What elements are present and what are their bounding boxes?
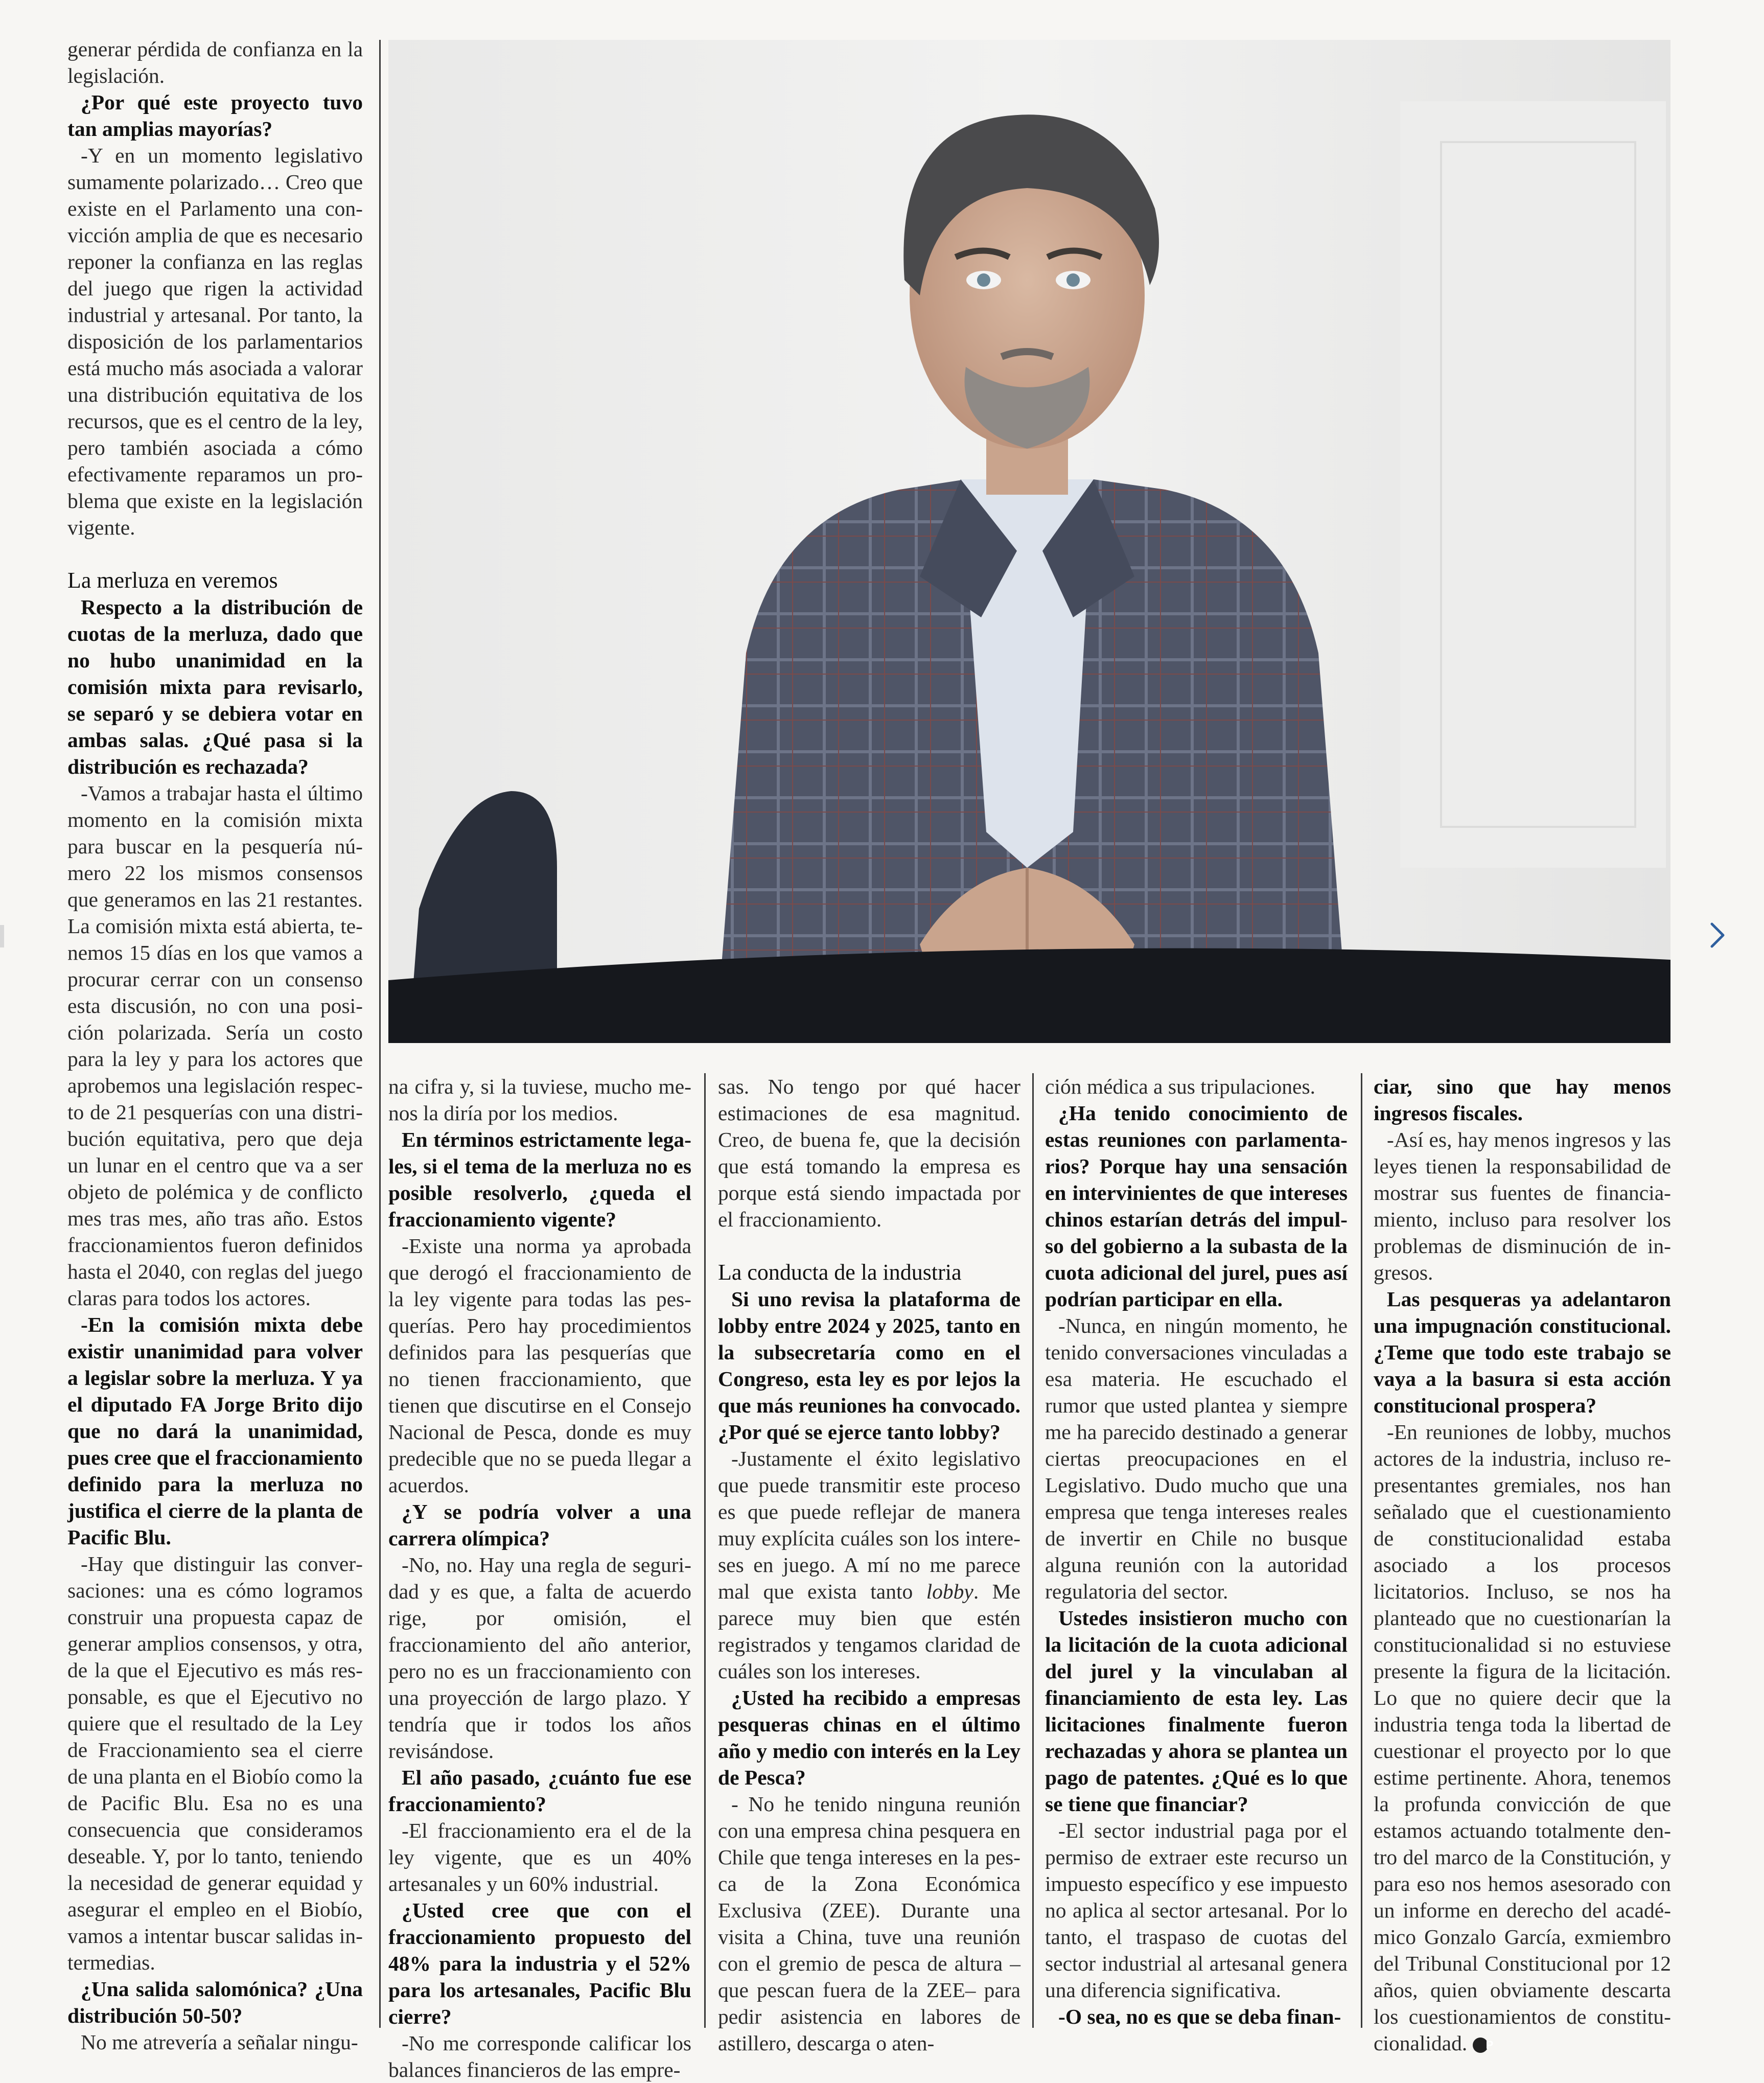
answer-part: . Me parece muy bien que estén registrados y tengamos claridad de cuáles son los intereses. — [718, 1580, 1020, 1683]
answer-text: -En reuniones de lobby, muchos actores de la industria, incluso representantes gremiales, nos han señalado que el cuestionamiento de constitucionalidad estaba asociado a los procesos licitatorios. Incluso, se nos ha planteado que no cuestionarían la constitucionalidad si no estuviese presente la figura de la licitación. Lo que no quiere decir que la industria tenga toda la libertad de cuestionar el proyecto por lo que estime pertinente. Ahora, tenemos la profunda convicción de que estamos actuando totalmente dentro del marco de la Constitución, y para eso nos hemos asesorado con un informe en derecho del académico Gonzalo García, exmiembro del Tribunal Constitucional por 12 años, quien obviamente descarta los cuestionamientos de constitucionalidad. — [1374, 1420, 1671, 2055]
column-4 — [1045, 1073, 1348, 2039]
answer: -Existe una norma ya aprobada que derogó el fraccionamiento de la ley vigente para todas las pesquerías. Pero hay procedimientos definidos para las pesquerías que no tienen fraccionamiento, que tienen que discutirse en el Consejo Nacional de Pesca, donde es muy predecible que no se pueda llegar a acuerdos. — [388, 1234, 691, 1497]
prev-page-edge[interactable] — [0, 925, 4, 947]
answer: -Y en un momento legislativo sumamente polarizado… Creo que existe en el Parlamento una convicción amplia de que es necesario reponer la confianza en las reglas del juego que rigen la actividad industrial y artesanal. Por tanto, la disposición de los parlamentarios está mucho más asociada a valorar una distribución equitativa de los recursos, que es el centro de la ley, pero también asociada a cómo efectivamente reparamos un problema que existe en la legislación vigente. — [67, 144, 363, 539]
section-heading: La conducta de la industria — [718, 1260, 962, 1285]
paragraph: sas. No tengo por qué hacer estimaciones de esa magnitud. Creo, de buena fe, que la decisión que está tomando la empresa es porque está siendo impactada por el fraccionamiento. — [718, 1075, 1020, 1231]
question: ¿Una salida salomónica? ¿Una distribución 50-50? — [67, 1977, 363, 2027]
question: Las pesqueras ya adelantaron una impugnación constitucional. ¿Teme que todo este trabajo se vaya a la basura si esta acción constitucional prospera? — [1374, 1287, 1671, 1417]
answer: -No, no. Hay una regla de seguridad y es que, a falta de acuerdo rige, por omisión, el fraccionamiento del año anterior, pero no es un fraccionamiento con una proyección de largo plazo. Y tendría que ir todos los años revisándose. — [388, 1553, 691, 1763]
question: Si uno revisa la plataforma de lobby entre 2024 y 2025, tanto en la subsecretaría como en el Congreso, esta ley es por lejos la que más reuniones ha convocado. ¿Por qué se ejerce tanto lobby? — [718, 1287, 1020, 1444]
answer — [718, 1445, 1020, 1684]
answer: -Hay que distinguir las conversaciones: una es cómo logramos construir una propuesta capaz de generar amplios consensos, y otra, de la que el Ejecutivo es más responsable, es que el Ejecutivo no quiere que el resultado de la Ley de Fraccionamiento sea el cierre de una planta en el Biobío como la de Pacific Blu. Esa no es una consecuencia que consideramos deseable. Y, por lo tanto, teniendo la necesidad de generar equidad y asegurar el empleo en el Biobío, vamos a intentar buscar salidas intermedias. — [67, 1552, 363, 1974]
column-3 — [718, 1073, 1020, 2055]
answer — [1374, 1419, 1671, 2056]
chevron-right-icon — [1708, 921, 1728, 950]
column-rule — [379, 40, 381, 2028]
column-5 — [1374, 1073, 1671, 2055]
column-2 — [388, 1073, 691, 2081]
answer: No me atrevería a señalar ningu- — [81, 2030, 358, 2054]
italic-word: lobby — [926, 1580, 973, 1603]
answer: -Así es, hay menos ingresos y las leyes tienen la responsabilidad de mostrar sus fuentes de financiamiento, incluso para resolver los problemas de disminución de ingresos. — [1374, 1128, 1671, 1284]
column-rule — [704, 1073, 706, 2028]
question: Respecto a la distribución de cuotas de la merluza, dado que no hubo unanimidad en la comisión mixta para revisarlo, se separó y se debiera votar en ambas salas. ¿Qué pasa si la distribución es rechazada? — [67, 595, 363, 778]
column-rule — [1032, 1073, 1034, 2028]
question: En términos estrictamente legales, si el tema de la merluza no es posible resolverlo, ¿queda el fraccionamiento vigente? — [388, 1128, 691, 1231]
answer-part: -Justamente el éxito legislativo que puede transmitir este proceso es que puede reflejar de manera muy explícita cuáles son los intereses en juego. A mí no me parece mal que exista tanto — [718, 1447, 1020, 1603]
question: ¿Y se podría volver a una carrera olímpica? — [388, 1500, 691, 1550]
question: ¿Por qué este proyecto tuvo tan amplias mayorías? — [67, 90, 363, 141]
question: -O sea, no es que se deba finan- — [1058, 2005, 1341, 2028]
question: Ustedes insistieron mucho con la licitación de la cuota adicional del jurel y la vinculaban al financiamiento de esta ley. Las licitaciones finalmente fueron rechazadas y ahora se plantea un pago de patentes. ¿Qué es lo que se tiene que financiar? — [1045, 1606, 1348, 1816]
question: El año pasado, ¿cuánto fue ese fraccionamiento? — [388, 1766, 691, 1816]
answer: -No me corresponde calificar los balances financieros de las empre- — [388, 2031, 691, 2081]
portrait-photo — [388, 40, 1670, 1043]
question: ¿Usted cree que con el fraccionamiento propuesto del 48% para la industria y el 52% para los artesanales, Pacific Blu cierre? — [388, 1899, 691, 2028]
answer: - No he tenido ninguna reunión con una empresa china pesquera en Chile que tenga intereses en la pesca de la Zona Económica Exclusiva (ZEE). Durante una visita a China, tuve una reunión con el gremio de pesca de altura –que pescan fuera de la ZEE– para pedir asistencia en labores de astillero, descarga o aten- — [718, 1792, 1020, 2055]
section-heading: La merluza en veremos — [67, 568, 278, 593]
answer: -Nunca, en ningún momento, he tenido conversaciones vinculadas a esa materia. He escuchado el rumor que usted plantea y siempre me ha parecido destinado a generar ciertas preocupaciones en el Legislativo. Dudo mucho que una empresa que tenga intereses reales de invertir en Chile no busque alguna reunión con la autoridad regulatoria del sector. — [1045, 1314, 1348, 1603]
question: ¿Usted ha recibido a empresas pesqueras chinas en el último año y medio con interés en la Ley de Pesca? — [718, 1686, 1020, 1789]
column-rule — [1361, 1073, 1362, 2028]
portrait-illustration — [388, 40, 1670, 1043]
paragraph: ción médica a sus tripulaciones. — [1045, 1075, 1315, 1098]
paragraph: generar pérdida de confianza en la legislación. — [67, 37, 363, 87]
answer: -El sector industrial paga por el permiso de extraer este recurso un impuesto específico y ese impuesto no aplica al sector artesanal. Por lo tanto, el traspaso de cuotas del sector industrial al artesanal genera una diferencia significativa. — [1045, 1819, 1348, 2002]
next-page-button[interactable] — [1703, 920, 1733, 951]
column-1 — [67, 36, 363, 2054]
question: ¿Ha tenido conocimiento de estas reuniones con parlamentarios? Porque hay una sensación en intervinientes de que intereses chinos estarían detrás del impulso del gobierno a la subasta de la cuota adicional del jurel, pues así podrían participar en ella. — [1045, 1101, 1348, 1311]
paragraph: na cifra y, si la tuviese, mucho menos la diría por los medios. — [388, 1075, 691, 1125]
question: -En la comisión mixta debe existir unanimidad para volver a legislar sobre la merluza. Y ya el diputado FA Jorge Brito dijo que no dará la unanimidad, pues cree que el fraccionamiento definido para la merluza no justifica el cierre de la planta de Pacific Blu. — [67, 1313, 363, 1549]
answer: -El fraccionamiento era el de la ley vigente, que es un 40% artesanales y un 60% industrial. — [388, 1819, 691, 1895]
end-mark-icon: P — [1473, 2038, 1488, 2053]
question: ciar, sino que hay menos ingresos fiscales. — [1374, 1075, 1671, 1125]
answer: -Vamos a trabajar hasta el último momento en la comisión mixta para buscar en la pesquería número 22 los mismos consensos que generamos en las 21 restantes. La comisión mixta está abierta, tenemos 15 días en los que vamos a procurar cerrar con un consenso esta discusión, no con una posición polarizada. Sería un costo para la ley y para los actores que aprobemos una legislación respecto de 21 pesquerías con una distribución equitativa, pero que deja un lunar en el centro que va a ser objeto de polémica y de conflicto mes tras mes, año tras año. Estos fraccionamientos fueron definidos hasta el 2040, con reglas del juego claras para todos los actores. — [67, 781, 363, 1310]
